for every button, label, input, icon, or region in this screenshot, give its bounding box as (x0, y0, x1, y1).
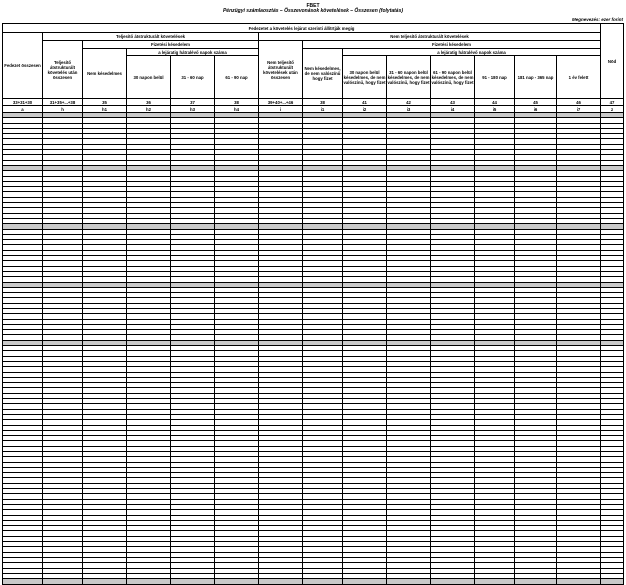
table-cell (127, 579, 171, 585)
header-nt-nem-kesedelmes: Nem késedelmes, de nem valószínű hogy fizet (303, 49, 343, 99)
table-cell (43, 579, 83, 585)
header-teljesito-osszesen: Teljesítő átstrukturált követelés után összesen (43, 41, 83, 99)
table-cell (83, 579, 127, 585)
column-number-cell: 44 (475, 99, 515, 106)
column-code-cell: i4 (431, 106, 475, 113)
column-code-cell: h3 (171, 106, 215, 113)
column-number-cell: 38 (215, 99, 259, 106)
column-code-cell: h (43, 106, 83, 113)
table-cell (343, 579, 387, 585)
header-t-61-90: 61 - 90 nap (215, 56, 259, 99)
column-code-cell: h2 (127, 106, 171, 113)
column-number-cell: 35 (83, 99, 127, 106)
header-nt-181-365: 181 nap - 365 nap (515, 56, 557, 99)
column-number-cell: 38 (303, 99, 343, 106)
group-nem-teljesito: Nem teljesítő átstrukturált követelések (259, 33, 601, 41)
column-number-cell: 31+35+...+38 (43, 99, 83, 106)
column-code-cell: i1 (303, 106, 343, 113)
column-number-cell: 36 (127, 99, 171, 106)
header-t-30-belul: 30 napon belül (127, 56, 171, 99)
table-cell (259, 579, 303, 585)
column-number-cell: 42 (387, 99, 431, 106)
column-number-cell: 43 (431, 99, 475, 106)
top-header: Fedezetet a követelés lejárat szerinti állítrtják megig (3, 24, 601, 33)
table-cell (303, 579, 343, 585)
header-nem-teljesito-osszesen: Nem teljesítő átstrukturált követelések után összesen (259, 41, 303, 99)
header-fedezet-osszesen: Fedezet összesen (3, 33, 43, 99)
table-cell (475, 579, 515, 585)
column-number-cell: 33+31+30 (3, 99, 43, 106)
header-nt-91-180: 91 - 180 nap (475, 56, 515, 99)
header-nt-1ev: 1 év felett (557, 56, 601, 99)
table-cell (601, 579, 624, 585)
column-code-cell: i5 (475, 106, 515, 113)
report-subtitle: Pénzügyi számlaosztás – Összevonások követelések – Összesen (folytatás) (222, 8, 404, 14)
column-number-cell: 39+40+...+46 (259, 99, 303, 106)
table-cell (557, 579, 601, 585)
unit-note: Megnevezés: ezer forint (571, 17, 623, 22)
table-cell (387, 579, 431, 585)
column-code-cell: h1 (83, 106, 127, 113)
column-code-cell: i (259, 106, 303, 113)
column-number-cell: 46 (557, 99, 601, 106)
column-code-cell: i3 (387, 106, 431, 113)
column-number-cell: 37 (171, 99, 215, 106)
header-lejaratig-nt: a lejáratig hátralévő napok száma (343, 49, 601, 56)
column-code-cell: i2 (343, 106, 387, 113)
header-fizetesi-kesedelem-nt: Fizetési késedelem (303, 41, 601, 49)
column-code-cell: i6 (515, 106, 557, 113)
header-nt-61-90: 61 - 90 napon belül késedelmes, de nem valószínű, hogy fizet (431, 56, 475, 99)
column-code-cell: i7 (557, 106, 601, 113)
header-lejaratig-t: a lejáratig hátralévő napok száma (127, 49, 259, 56)
column-code-cell: a (3, 106, 43, 113)
table-cell (3, 579, 43, 585)
header-nt-31-60: 31 - 60 napon belül késedelmes, de nem valószínű, hogy fizet (387, 56, 431, 99)
table-cell (515, 579, 557, 585)
header-nem-kesedelmes: Nem késedelmes (83, 49, 127, 99)
column-number-cell: 47 (601, 99, 624, 106)
report-title: FBET (306, 3, 320, 9)
group-teljesito: Teljesítő átstrukturált követelések (43, 33, 259, 41)
header-nt-30-belul: 30 napon belül késedelmes, de nem valószínű, hogy fizet (343, 56, 387, 99)
data-table (2, 23, 624, 585)
column-number-cell: 41 (343, 99, 387, 106)
table-cell (171, 579, 215, 585)
table-row (3, 579, 624, 585)
table-cell (215, 579, 259, 585)
header-fizetesi-kesedelem-t: Fizetési késedelem (83, 41, 259, 49)
table-cell (431, 579, 475, 585)
column-code-cell: z (601, 106, 624, 113)
header-nod: Nöd (601, 24, 624, 99)
column-code-cell: h4 (215, 106, 259, 113)
column-number-cell: 45 (515, 99, 557, 106)
header-t-31-60: 31 - 60 nap (171, 56, 215, 99)
